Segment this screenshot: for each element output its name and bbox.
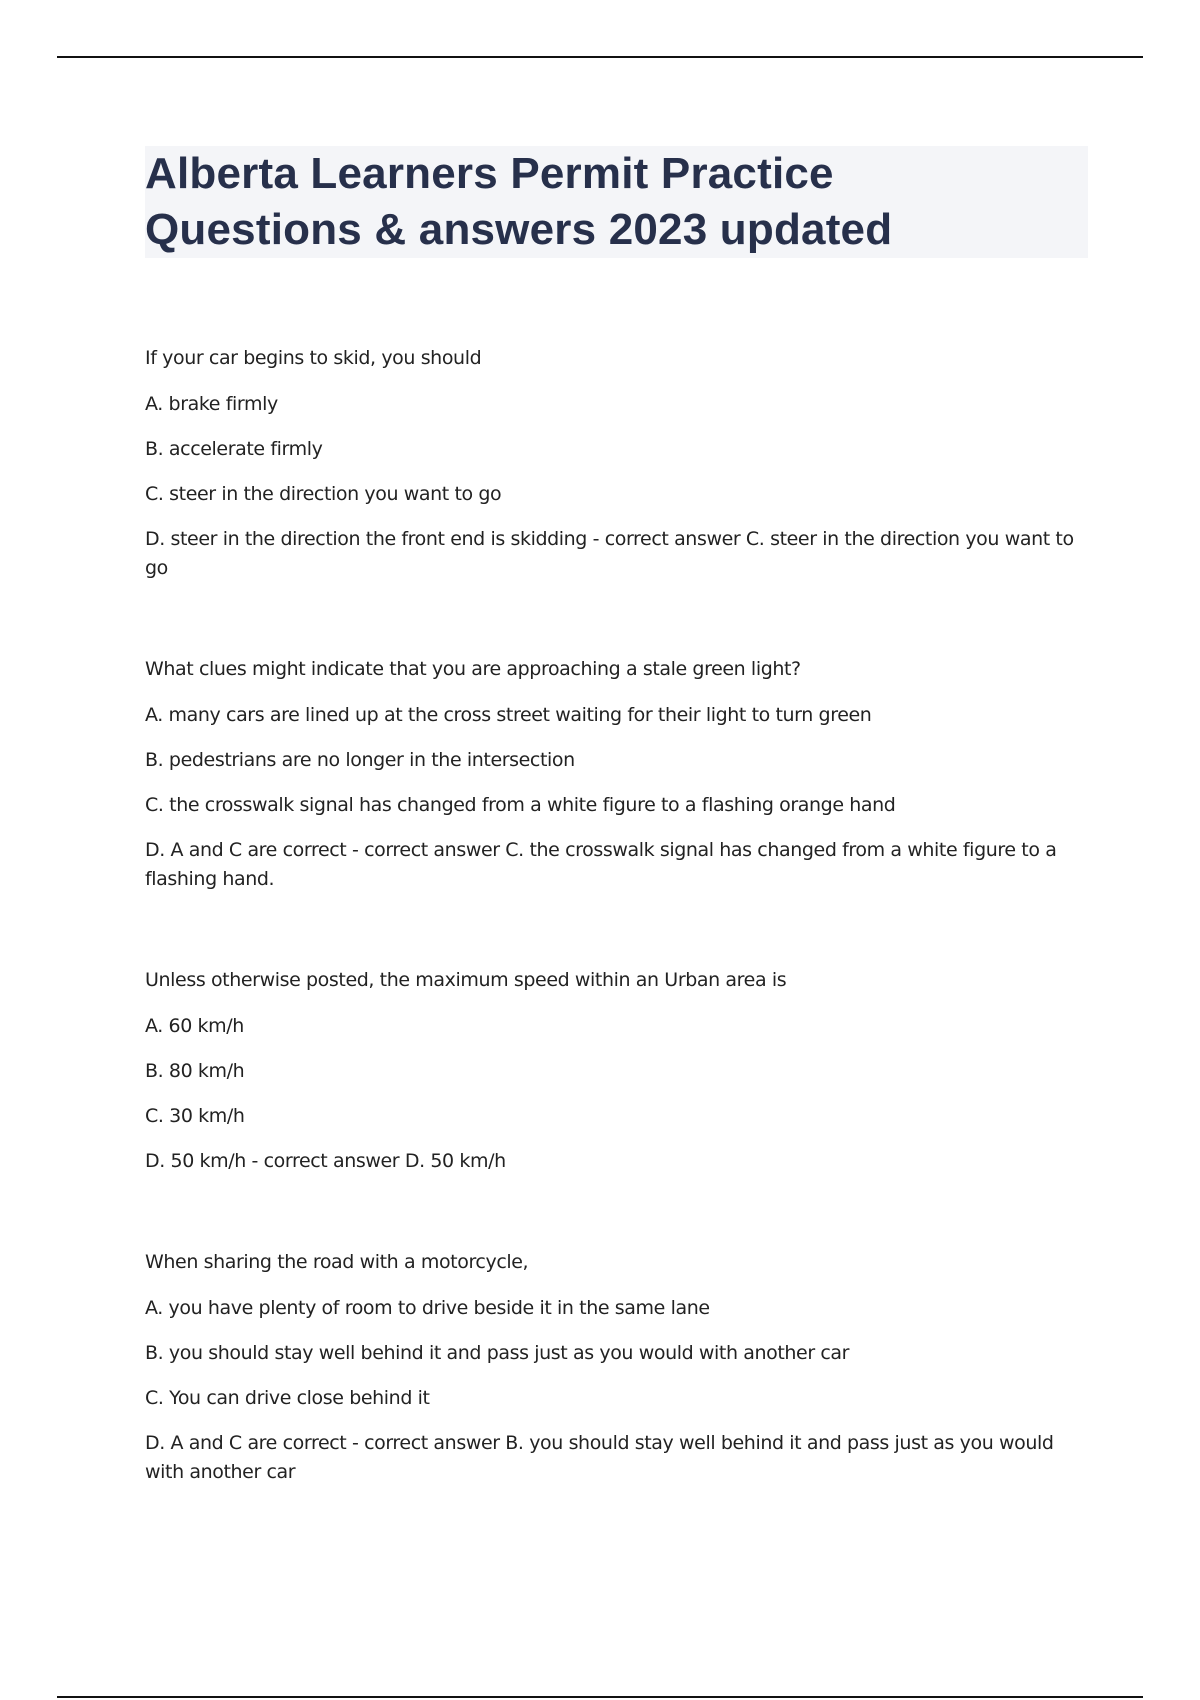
title-line-1: Alberta Learners Permit Practice	[145, 149, 834, 198]
question-block	[145, 344, 1095, 583]
question-text: Unless otherwise posted, the maximum speed within an Urban area is	[145, 969, 787, 991]
title-line-2: Questions & answers 2023 updated	[145, 205, 893, 254]
answer-option-d: D. A and C are correct - correct answer B. you should stay well behind it and pass just as you would with another car	[145, 1432, 1054, 1483]
answer-option-b: B. accelerate firmly	[145, 438, 323, 460]
question-block	[145, 1248, 1095, 1487]
document-title	[145, 146, 1088, 258]
answer-option-c: C. steer in the direction you want to go	[145, 483, 502, 505]
answer-option-a: A. brake firmly	[145, 393, 278, 415]
answer-option-b: B. you should stay well behind it and pass just as you would with another car	[145, 1342, 850, 1364]
answer-option-a: A. many cars are lined up at the cross street waiting for their light to turn green	[145, 704, 872, 726]
answer-option-d: D. 50 km/h - correct answer D. 50 km/h	[145, 1150, 506, 1172]
answer-option-a: A. you have plenty of room to drive beside it in the same lane	[145, 1297, 710, 1319]
question-block	[145, 966, 1095, 1176]
answer-option-a: A. 60 km/h	[145, 1015, 244, 1037]
answer-option-c: C. the crosswalk signal has changed from a white figure to a flashing orange hand	[145, 794, 896, 816]
question-text: What clues might indicate that you are approaching a stale green light?	[145, 658, 801, 680]
questions-list	[145, 344, 1095, 1559]
footer-rule	[57, 1696, 1143, 1698]
answer-option-d: D. steer in the direction the front end is skidding - correct answer C. steer in the direction you want to go	[145, 528, 1074, 579]
answer-option-c: C. You can drive close behind it	[145, 1387, 430, 1409]
question-text: If your car begins to skid, you should	[145, 347, 482, 369]
question-block	[145, 655, 1095, 894]
answer-option-b: B. pedestrians are no longer in the intersection	[145, 749, 575, 771]
answer-option-d: D. A and C are correct - correct answer C. the crosswalk signal has changed from a white figure to a flashing hand.	[145, 839, 1057, 890]
header-rule	[57, 56, 1143, 58]
answer-option-c: C. 30 km/h	[145, 1105, 245, 1127]
answer-option-b: B. 80 km/h	[145, 1060, 245, 1082]
question-text: When sharing the road with a motorcycle,	[145, 1251, 529, 1273]
